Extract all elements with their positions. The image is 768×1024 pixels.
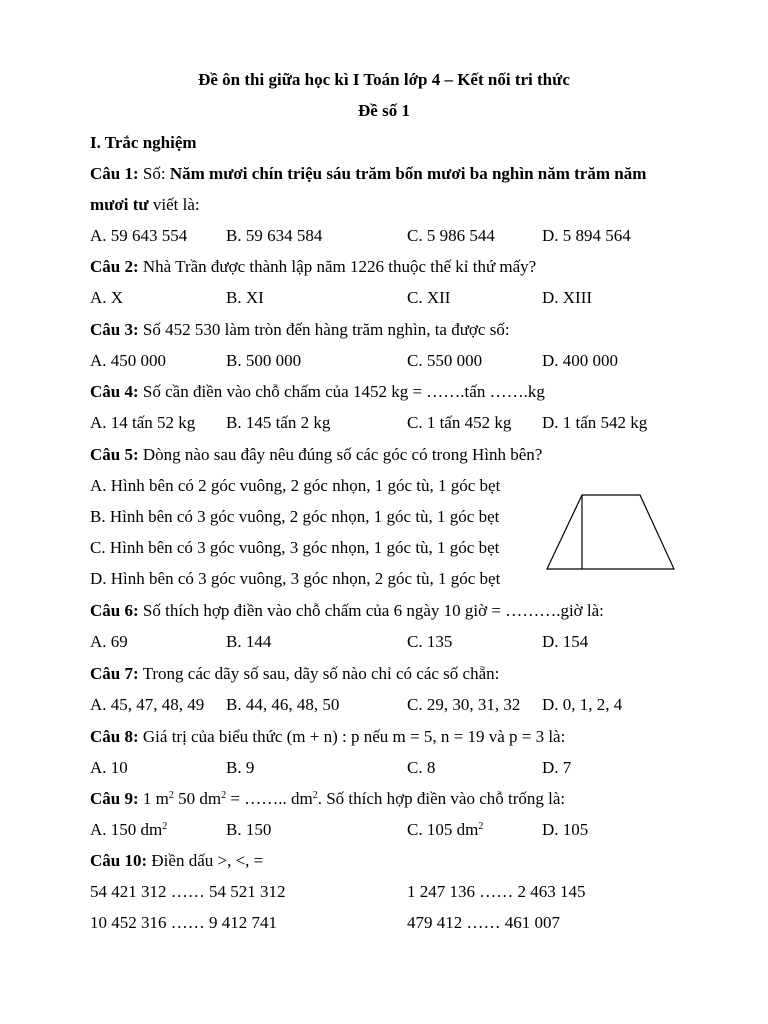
- q9-option-a: A. 150 $dm^2$: [90, 820, 168, 839]
- q10-comparison: 54 421 312 …… 54 521 312: [90, 882, 286, 901]
- q7-option-a: A. 45, 47, 48, 49: [90, 695, 205, 714]
- q8-option-c: C. 8: [407, 758, 436, 777]
- question-7-text: Câu 7: Trong các dãy số sau, dãy số nào chỉ có các số chẵn:: [90, 664, 500, 683]
- question-10-text: Câu 10: Điền dấu >, <, =: [90, 851, 264, 870]
- question-5-text: Câu 5: Dòng nào sau đây nêu đúng số các góc có trong Hình bên?: [90, 445, 543, 464]
- exam-number: Đề số 1: [358, 101, 410, 120]
- q3-option-c: C. 550 000: [407, 351, 483, 370]
- q10-comparison: 479 412 …… 461 007: [407, 913, 560, 932]
- q8-option-d: D. 7: [542, 758, 572, 777]
- q6-option-a: A. 69: [90, 632, 128, 651]
- q3-option-d: D. 400 000: [542, 351, 619, 370]
- q6-option-b: B. 144: [226, 632, 272, 651]
- q9-option-c: C. 105 $dm^2$: [407, 820, 484, 839]
- q5-option-c: C. Hình bên có 3 góc vuông, 3 góc nhọn, 1 góc tù, 1 góc bẹt: [90, 538, 500, 557]
- q4-option-a: A. 14 tấn 52 kg: [90, 413, 196, 432]
- question-9-text: Câu 9: 1 $m^2$ 50 $dm^2$ = …….. $dm^2$. Số thích hợp điền vào chỗ trống là:: [90, 789, 566, 808]
- section-heading: I. Trắc nghiệm: [90, 133, 197, 152]
- question-6-text: Câu 6: Số thích hợp điền vào chỗ chấm của 6 ngày 10 giờ = ……….giờ là:: [90, 601, 604, 620]
- q10-comparison: 1 247 136 …… 2 463 145: [407, 882, 586, 901]
- q7-option-c: C. 29, 30, 31, 32: [407, 695, 521, 714]
- document-title: Đề ôn thi giữa học kì I Toán lớp 4 – Kết nối tri thức: [198, 70, 570, 89]
- q2-option-b: B. XI: [226, 288, 264, 307]
- question-1-text: Câu 1: Số: Năm mươi chín triệu sáu trăm bốn mươi ba nghìn năm trăm năm: [90, 164, 647, 183]
- q1-option-b: B. 59 634 584: [226, 226, 323, 245]
- trapezoid-outline: [547, 495, 674, 569]
- q4-option-b: B. 145 tấn 2 kg: [226, 413, 331, 432]
- q4-option-c: C. 1 tấn 452 kg: [407, 413, 512, 432]
- q2-option-c: C. XII: [407, 288, 451, 307]
- q7-option-d: D. 0, 1, 2, 4: [542, 695, 623, 714]
- q9-option-d: D. 105: [542, 820, 589, 839]
- q8-option-b: B. 9: [226, 758, 255, 777]
- q2-option-d: D. XIII: [542, 288, 593, 307]
- question-2-text: Câu 2: Nhà Trần được thành lập năm 1226 thuộc thế kỉ thứ mấy?: [90, 257, 537, 276]
- question-4-text: Câu 4: Số cần điền vào chỗ chấm của 1452 kg = …….tấn …….kg: [90, 382, 545, 401]
- q1-option-d: D. 5 894 564: [542, 226, 631, 245]
- q4-option-d: D. 1 tấn 542 kg: [542, 413, 648, 432]
- q6-option-c: C. 135: [407, 632, 453, 651]
- q1-option-c: C. 5 986 544: [407, 226, 495, 245]
- q10-comparison: 10 452 316 …… 9 412 741: [90, 913, 277, 932]
- q8-option-a: A. 10: [90, 758, 128, 777]
- q9-option-b: B. 150: [226, 820, 272, 839]
- question-3-text: Câu 3: Số 452 530 làm tròn đến hàng trăm nghìn, ta được số:: [90, 320, 510, 339]
- q3-option-a: A. 450 000: [90, 351, 167, 370]
- q1-option-a: A. 59 643 554: [90, 226, 188, 245]
- q7-option-b: B. 44, 46, 48, 50: [226, 695, 340, 714]
- question-1-text-cont: mươi tư viết là:: [90, 195, 200, 214]
- trapezoid-figure: [544, 488, 676, 574]
- q5-option-b: B. Hình bên có 3 góc vuông, 2 góc nhọn, 1 góc tù, 1 góc bẹt: [90, 507, 500, 526]
- question-8-text: Câu 8: Giá trị của biểu thức (m + n) : p nếu m = 5, n = 19 và p = 3 là:: [90, 727, 566, 746]
- q3-option-b: B. 500 000: [226, 351, 302, 370]
- q5-option-d: D. Hình bên có 3 góc vuông, 3 góc nhọn, 2 góc tù, 1 góc bẹt: [90, 569, 501, 588]
- q6-option-d: D. 154: [542, 632, 589, 651]
- q2-option-a: A. X: [90, 288, 124, 307]
- q5-option-a: A. Hình bên có 2 góc vuông, 2 góc nhọn, 1 góc tù, 1 góc bẹt: [90, 476, 501, 495]
